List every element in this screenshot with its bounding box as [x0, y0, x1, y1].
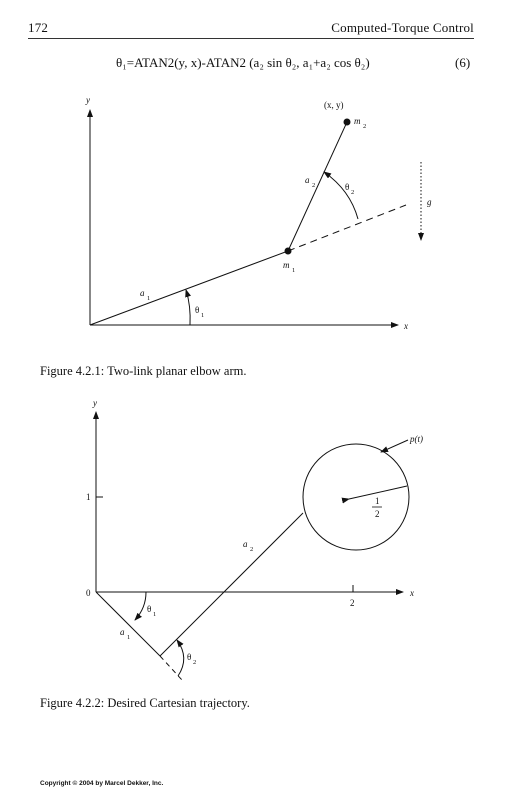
fig2-pt-leader — [381, 440, 408, 452]
fig1-mass2-label: m — [354, 116, 361, 126]
fig1-link1-label: a — [140, 288, 145, 298]
fig1-mass2-sub: 2 — [363, 123, 367, 130]
fig2-x-axis-label: x — [410, 588, 414, 598]
running-head: Computed-Torque Control — [331, 20, 474, 35]
fig2-x-tick-label: 2 — [350, 598, 355, 608]
fig1-link2-label: a — [305, 175, 310, 185]
fig2-theta1-label: θ — [147, 604, 152, 614]
fig2-trajectory-label: p(t) — [410, 434, 423, 444]
fig2-radius-den: 2 — [375, 509, 380, 519]
figure-1-caption: Figure 4.2.1: Two-link planar elbow arm. — [40, 364, 247, 378]
fig2-y-tick-label: 1 — [86, 492, 91, 502]
fig2-y-axis-label: y — [93, 398, 97, 408]
page-number: 172 — [28, 20, 49, 35]
fig1-endpoint-label: (x, y) — [324, 100, 344, 110]
fig1-theta2-sub: 2 — [351, 189, 355, 196]
fig1-link2-sub: 2 — [312, 182, 316, 189]
fig2-link1-label: a — [120, 627, 125, 637]
fig2-theta2-sub: 2 — [193, 659, 197, 666]
figure-2-caption: Figure 4.2.2: Desired Cartesian trajectory. — [40, 696, 250, 710]
fig2-link1-extension — [160, 656, 182, 680]
fig2-theta2-arc — [177, 640, 184, 676]
fig1-link1-sub: 1 — [147, 295, 151, 302]
fig2-link2 — [160, 513, 303, 656]
fig1-theta1-sub: 1 — [201, 312, 205, 319]
fig1-y-axis-label: y — [86, 95, 90, 105]
equation-number: (6) — [455, 55, 471, 70]
fig2-link1-sub: 1 — [127, 634, 131, 641]
fig2-theta2-label: θ — [187, 652, 192, 662]
copyright-notice: Copyright © 2004 by Marcel Dekker, Inc. — [40, 780, 164, 787]
fig2-link2-sub: 2 — [250, 546, 254, 553]
fig1-mass1-label: m — [283, 260, 290, 270]
fig1-theta2-label: θ — [345, 182, 350, 192]
fig2-origin-label: 0 — [86, 588, 91, 598]
fig2-radius-num: 1 — [375, 496, 380, 506]
fig1-mass1-sub: 1 — [292, 267, 296, 274]
fig2-theta1-sub: 1 — [153, 611, 157, 618]
fig2-link2-label: a — [243, 539, 248, 549]
fig1-theta1-label: θ — [195, 305, 200, 315]
fig2-link1 — [96, 592, 160, 656]
equation: θ₁=ATAN2(y, x)-ATAN2 (a₂ sin θ₂, a₁+a₂ cos θ₂) — [116, 55, 370, 70]
fig1-gravity-label: g — [427, 197, 432, 207]
fig2-theta1-arc — [135, 592, 146, 620]
fig1-x-axis-label: x — [404, 321, 408, 331]
